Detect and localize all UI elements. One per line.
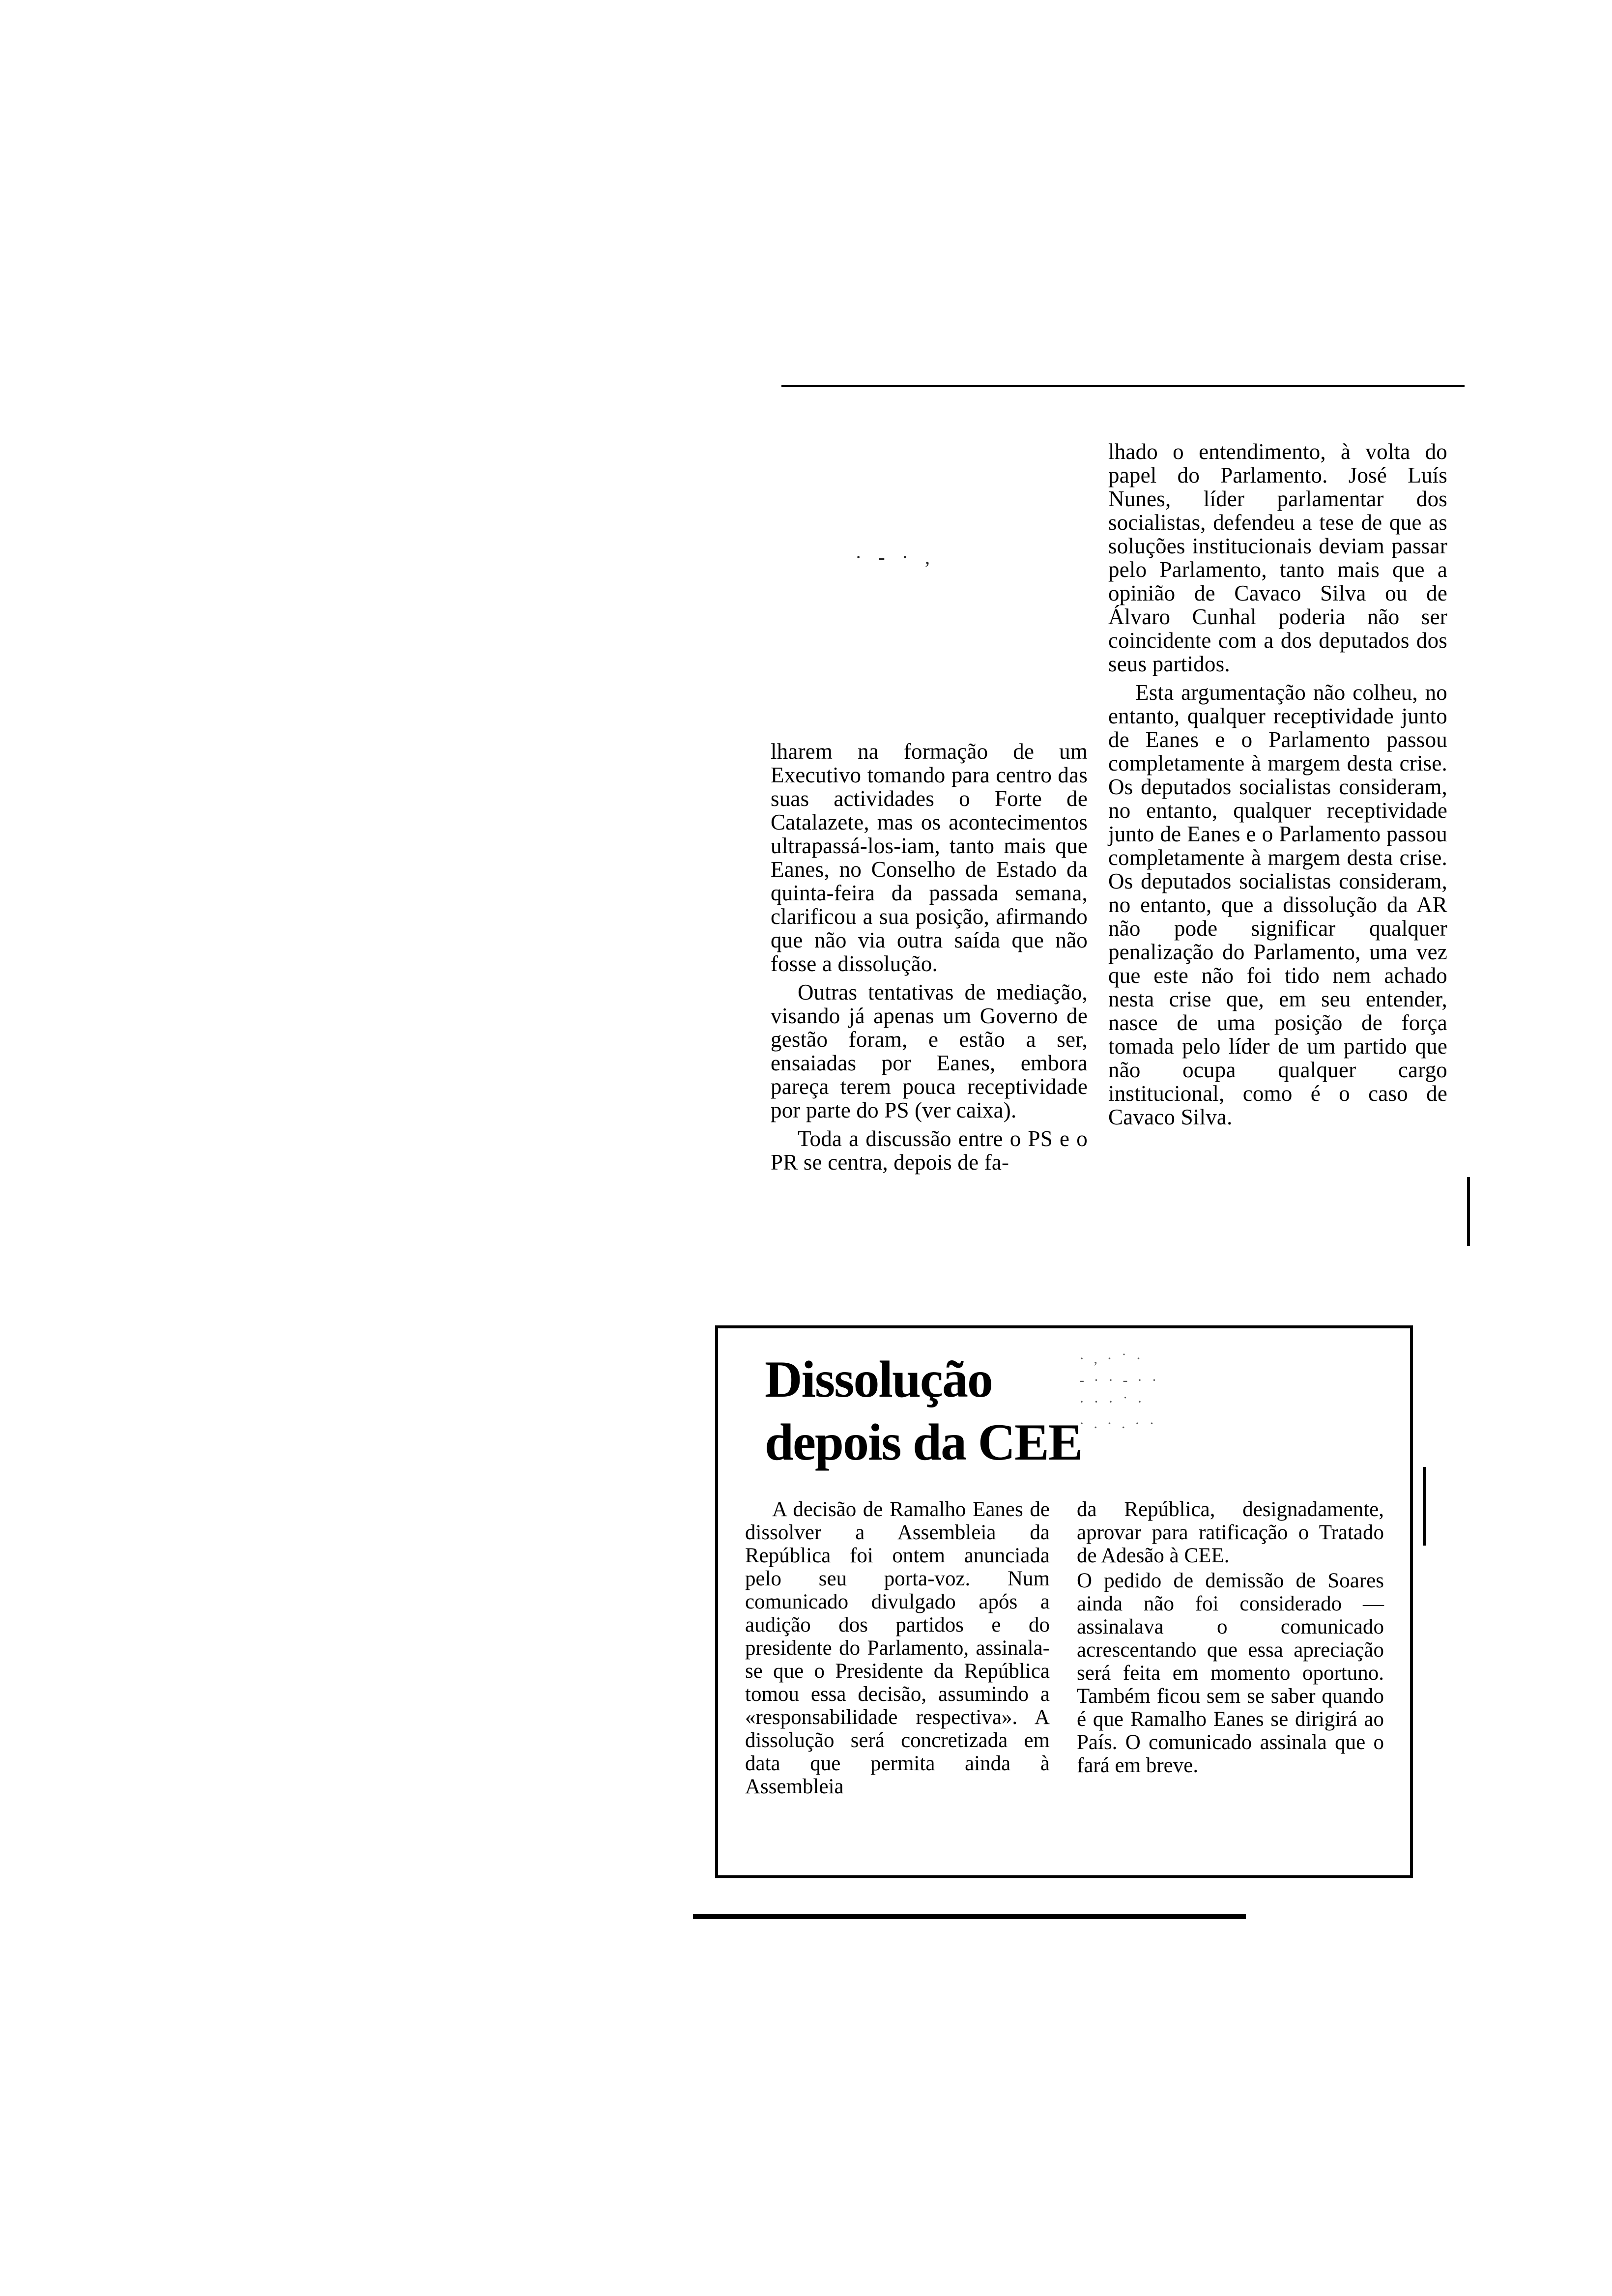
box-left-paragraph-1: A decisão de Ramalho Eanes de dissolver a Assembleia da República foi ontem anunciada pelo seu porta-voz. Num comunicado divulgado após a audição dos partidos e do presidente do Parlamento, assinala-se que o Presidente da República tomou essa decisão, assumindo a «responsabilidade respectiva». A dissolução será concretizada em data que permita ainda à Assembleia xyxy=(745,1498,1050,1798)
article-left-paragraph-3: Toda a discussão entre o PS e o PR se centra, depois de fa- xyxy=(771,1126,1088,1175)
box-column-right xyxy=(1077,1498,1384,1777)
box-title-line-2: depois da CEE xyxy=(765,1413,1082,1471)
article-column-left xyxy=(771,740,1088,1174)
article-right-paragraph-2: Esta argumentação não colheu, no entanto, qualquer receptividade junto de Eanes e o Parlamento passou completamente à margem desta crise. Os deputados socialistas consideram, no entanto, qualquer receptividade junto de Eanes e o Parlamento passou completamente à margem desta crise. Os deputados socialistas consideram, no entanto, que a dissolução da AR não pode significar qualquer penalização do Parlamento, uma vez que este não foi tido nem achado nesta crise que, em seu entender, nasce de uma posição de força tomada pelo líder de um partido que não ocupa qualquer cargo institucional, como é o caso de Cavaco Silva. xyxy=(1108,680,1447,1129)
box-right-paragraph-2: O pedido de demissão de Soares ainda não foi considerado — assinalava o comunicado acrescentando que essa apreciação será feita em momento oportuno. Também ficou sem se saber quando é que Ramalho Eanes se dirigirá ao País. O comunicado assinala que o fará em breve. xyxy=(1077,1569,1384,1777)
article-left-paragraph-1: lharem na formação de um Executivo tomando para centro das suas actividades o Forte de Catalazete, mas os acontecimentos ultrapassá-los-iam, tanto mais que Eanes, no Conselho de Estado da quinta-feira da passada semana, clarificou a sua posição, afirmando que não via outra saída que não fosse a dissolução. xyxy=(771,739,1088,976)
top-rule xyxy=(781,385,1465,387)
margin-mark-2 xyxy=(1423,1467,1426,1546)
margin-mark xyxy=(1467,1177,1470,1246)
sidebar-box xyxy=(715,1325,1413,1878)
box-column-left xyxy=(745,1498,1050,1798)
box-right-paragraph-1: da República, designadamente, aprovar para ratificação o Tratado de Adesão à CEE. xyxy=(1077,1498,1384,1567)
faded-photo-area: · , · ˙ · ‐ · · ‑ · · · · · ˙ · · . · . · · xyxy=(1079,1350,1160,1432)
article-column-right xyxy=(1108,440,1447,1129)
article-left-paragraph-2: Outras tentativas de mediação, visando já apenas um Governo de gestão foram, e estão a ser, ensaiadas por Eanes, embora pareça terem pouca receptividade por parte do PS (ver caixa). xyxy=(771,980,1088,1122)
box-title xyxy=(765,1348,1082,1474)
article-right-paragraph-1: lhado o entendimento, à volta do papel do Parlamento. José Luís Nunes, líder parlamentar dos socialistas, defendeu a tese de que as soluções institucionais deviam passar pelo Parlamento, tanto mais que a opinião de Cavaco Silva ou de Álvaro Cunhal poderia não ser coincidente com a dos deputados dos seus partidos. xyxy=(1108,439,1447,676)
box-title-line-1: Dissolução xyxy=(765,1350,992,1408)
print-specks: · ‑ · , xyxy=(855,546,936,568)
bottom-rule xyxy=(693,1914,1246,1919)
